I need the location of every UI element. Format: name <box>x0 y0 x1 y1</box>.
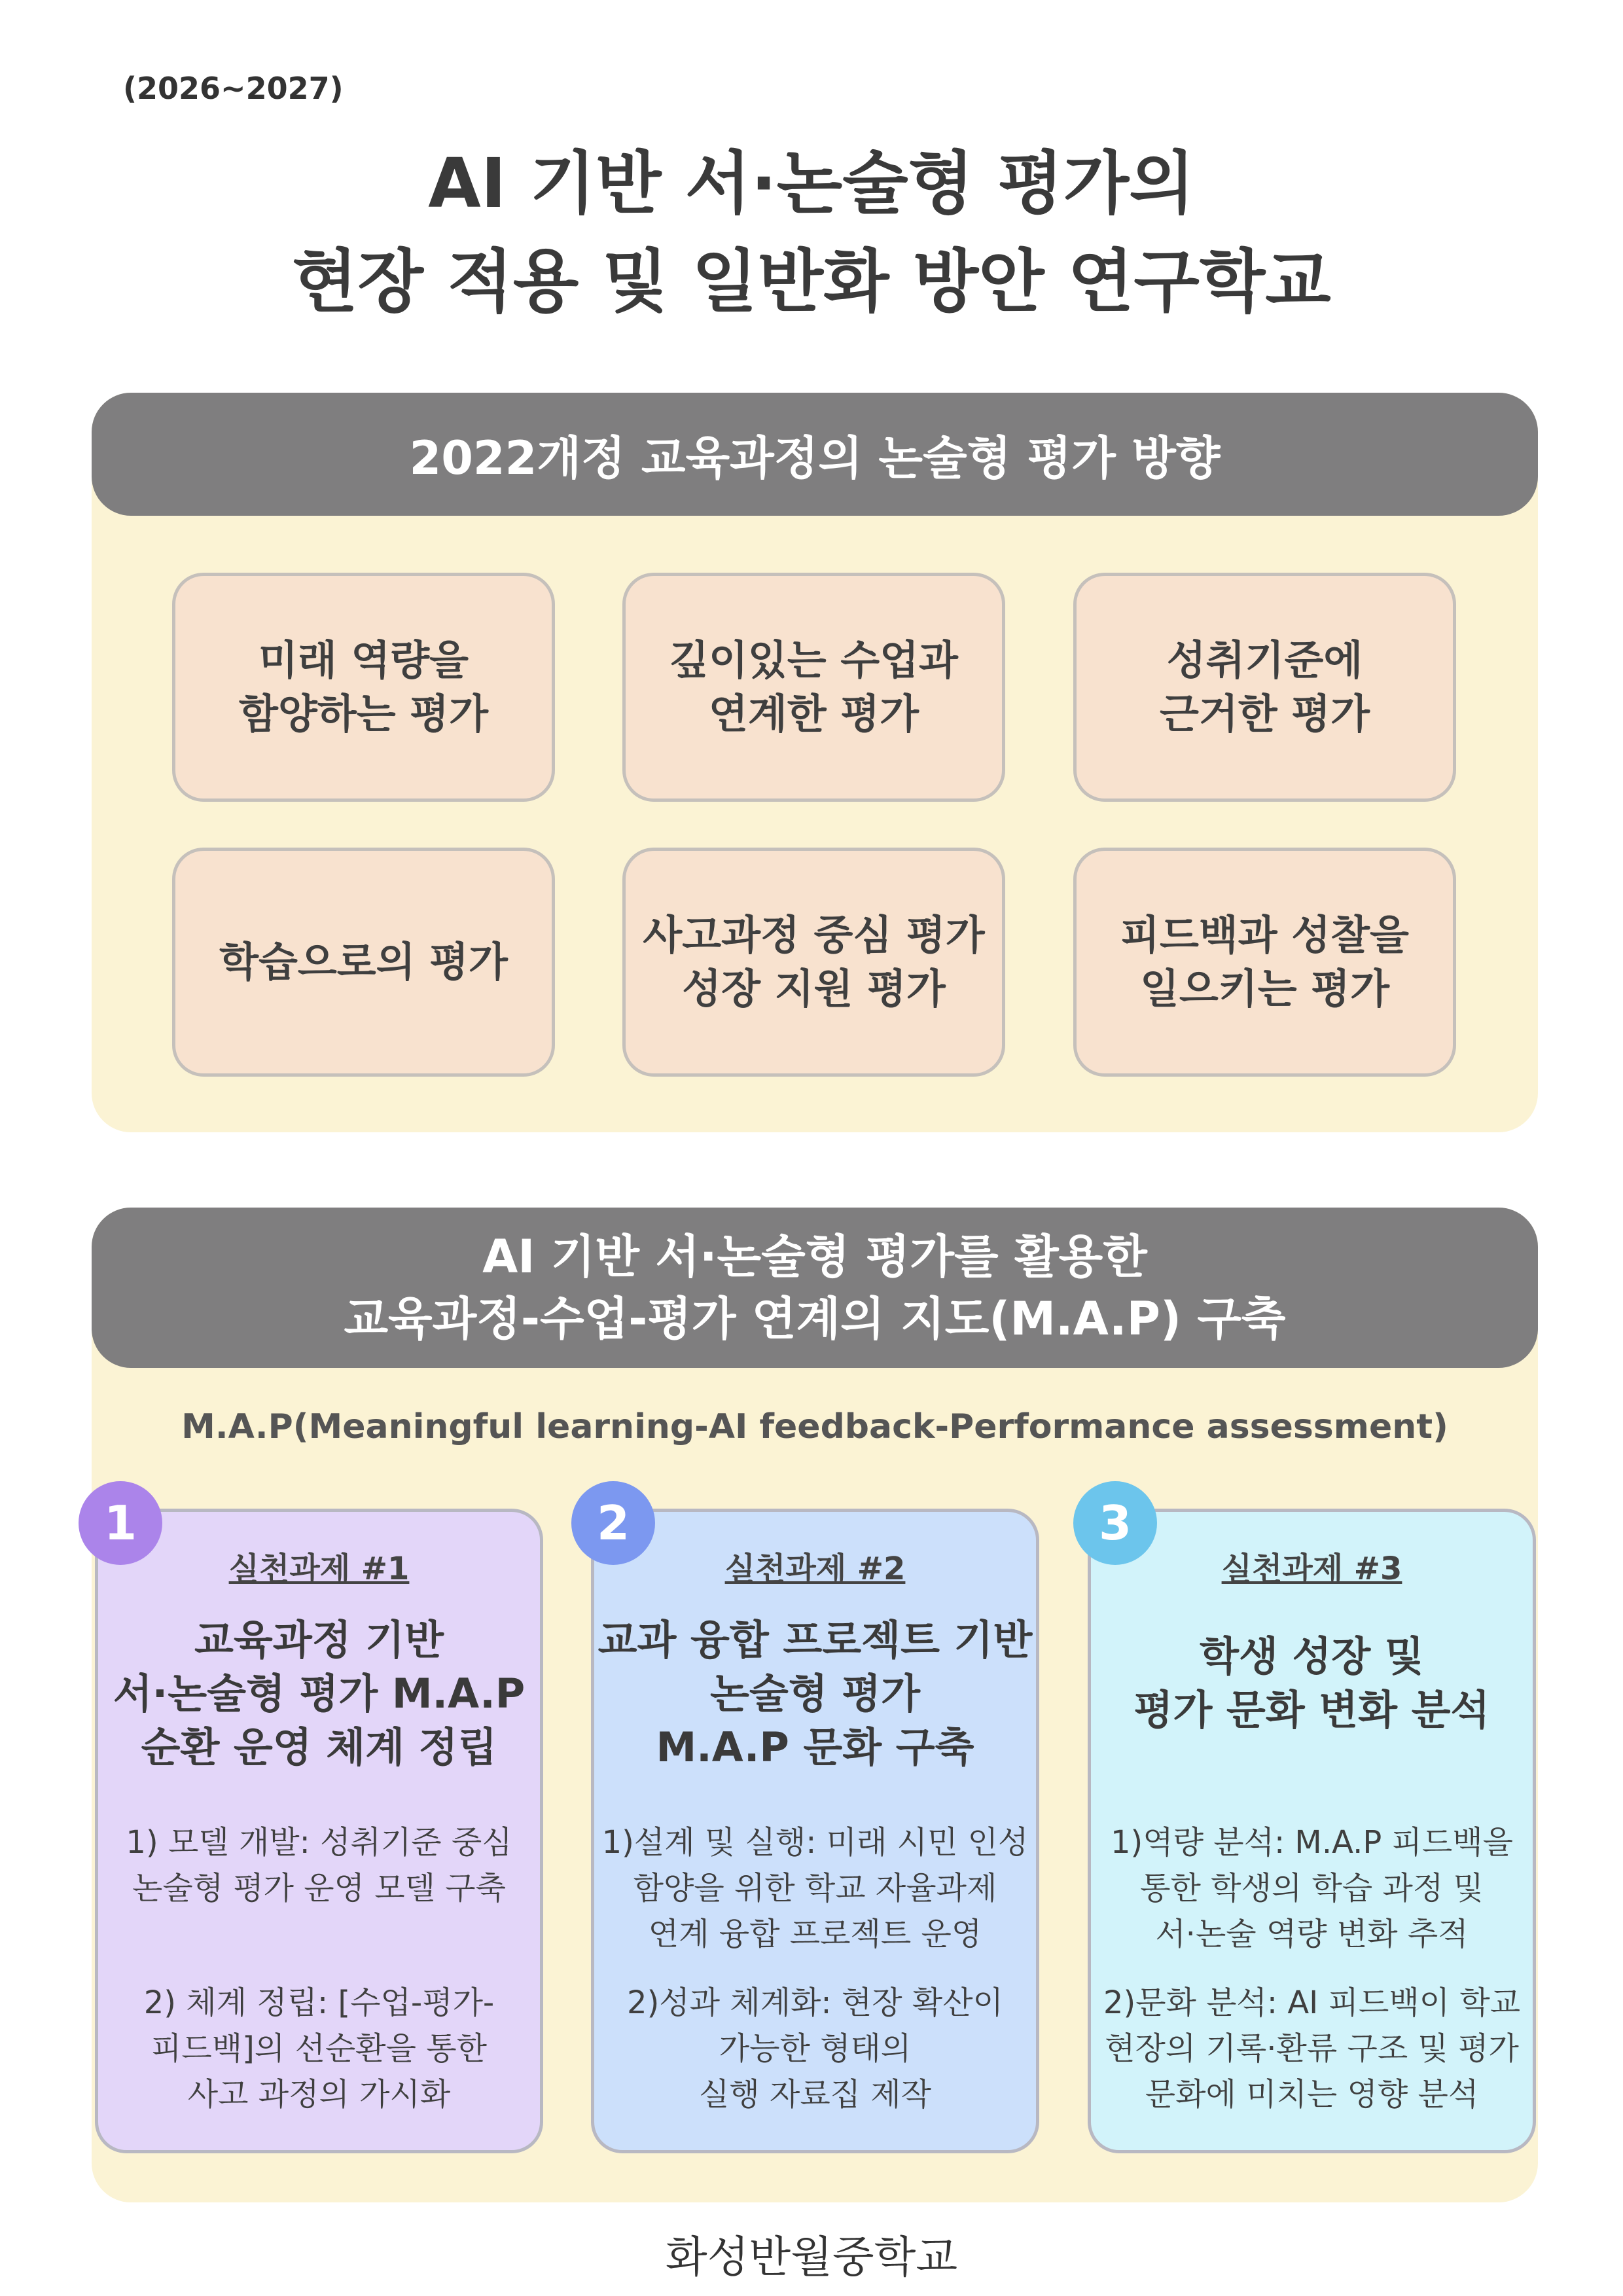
task-title-line: 교과 융합 프로젝트 기반 <box>597 1616 1033 1664</box>
direction-box-6 <box>1073 848 1456 1077</box>
task-detail-line: 서·논술 역량 변화 추적 <box>1155 1916 1469 1952</box>
project-period: (2026~2027) <box>123 71 344 106</box>
task-detail-line: 함양을 위한 학교 자율과제 <box>633 1870 997 1907</box>
task-title <box>594 1613 1036 1774</box>
task-detail-line: 2)문화 분석: AI 피드백이 학교 <box>1103 1984 1521 2021</box>
task-number-badge-3: 3 <box>1073 1481 1157 1565</box>
task-title-line: M.A.P 문화 구축 <box>656 1723 974 1771</box>
task-title-line: 논술형 평가 <box>709 1670 921 1717</box>
task-detail-line: 2) 체계 정립: [수업-평가- <box>143 1984 495 2021</box>
direction-box-line: 피드백과 성찰을 <box>1120 911 1409 959</box>
direction-box-line: 깊이있는 수업과 <box>669 636 958 684</box>
direction-box-line: 성장 지원 평가 <box>682 965 946 1013</box>
direction-box-line: 학습으로의 평가 <box>219 938 508 986</box>
page-title <box>0 134 1623 331</box>
map-banner-line-1: AI 기반 서·논술형 평가를 활용한 <box>482 1229 1147 1283</box>
task-detail-line: 피드백]의 선순환을 통한 <box>151 2030 487 2067</box>
school-name: 화성반월중학교 <box>665 2232 958 2282</box>
assessment-direction-heading: 2022개정 교육과정의 논술형 평가 방향 <box>409 431 1221 485</box>
task-detail-2 <box>98 1980 540 2117</box>
task-detail-line: 실행 자료집 제작 <box>698 2076 932 2113</box>
task-detail-line: 2)성과 체계화: 현장 확산이 <box>627 1984 1003 2021</box>
direction-box-line: 근거한 평가 <box>1159 690 1370 738</box>
direction-box-line: 사고과정 중심 평가 <box>643 911 985 959</box>
task-detail-line: 가능한 형태의 <box>719 2030 912 2067</box>
task-detail-line: 1)역량 분석: M.A.P 피드백을 <box>1110 1824 1514 1861</box>
map-subtitle: M.A.P(Meaningful learning-AI feedback-Performance assessment) <box>181 1407 1448 1446</box>
task-detail-line: 연계 융합 프로젝트 운영 <box>648 1916 982 1952</box>
task-card-1 <box>95 1509 543 2153</box>
task-detail-2 <box>594 1980 1036 2117</box>
task-title <box>98 1613 540 1774</box>
direction-box-1 <box>172 573 555 802</box>
task-detail-1 <box>594 1820 1036 1957</box>
task-detail-2 <box>1091 1980 1533 2117</box>
task-detail-line: 현장의 기록·환류 구조 및 평가 <box>1105 2030 1519 2067</box>
task-detail-1 <box>1091 1820 1533 1957</box>
task-title-line: 교육과정 기반 <box>194 1616 444 1664</box>
map-banner <box>92 1208 1538 1368</box>
task-label: 실천과제 #3 <box>1221 1551 1402 1587</box>
task-detail-line: 1) 모델 개발: 성취기준 중심 <box>126 1824 512 1861</box>
direction-box-line: 성취기준에 <box>1166 636 1363 684</box>
page-title-line-1: AI 기반 서·논술형 평가의 <box>428 143 1195 223</box>
task-title-line: 학생 성장 및 <box>1200 1632 1424 1680</box>
direction-box-line: 연계한 평가 <box>708 690 919 738</box>
direction-box-line: 미래 역량을 <box>258 636 469 684</box>
direction-box-5 <box>622 848 1005 1077</box>
task-detail-line: 1)설계 및 실행: 미래 시민 인성 <box>601 1824 1029 1861</box>
direction-box-line: 일으키는 평가 <box>1140 965 1389 1013</box>
page-title-line-2: 현장 적용 및 일반화 방안 연구학교 <box>292 242 1331 321</box>
task-number-badge-2: 2 <box>571 1481 655 1565</box>
task-card-2 <box>591 1509 1039 2153</box>
task-detail-1 <box>98 1820 540 1911</box>
map-banner-line-2: 교육과정-수업-평가 연계의 지도(M.A.P) 구축 <box>344 1291 1286 1346</box>
task-detail-line: 사고 과정의 가시화 <box>187 2076 451 2113</box>
direction-box-2 <box>622 573 1005 802</box>
direction-box-line: 함양하는 평가 <box>239 690 488 738</box>
task-title-line: 서·논술형 평가 M.A.P <box>113 1670 526 1717</box>
task-label: 실천과제 #1 <box>228 1551 410 1587</box>
task-title-line: 순환 운영 체계 정립 <box>141 1723 497 1771</box>
task-number-badge-1: 1 <box>79 1481 162 1565</box>
direction-box-4 <box>172 848 555 1077</box>
task-label: 실천과제 #2 <box>724 1551 906 1587</box>
task-title <box>1091 1630 1533 1737</box>
direction-box-3 <box>1073 573 1456 802</box>
task-detail-line: 통한 학생의 학습 과정 및 <box>1140 1870 1484 1907</box>
assessment-direction-banner <box>92 393 1538 516</box>
task-detail-line: 문화에 미치는 영향 분석 <box>1145 2076 1479 2113</box>
task-title-line: 평가 문화 변화 분석 <box>1133 1686 1490 1734</box>
task-card-3 <box>1088 1509 1536 2153</box>
task-detail-line: 논술형 평가 운영 모델 구축 <box>132 1870 507 1907</box>
